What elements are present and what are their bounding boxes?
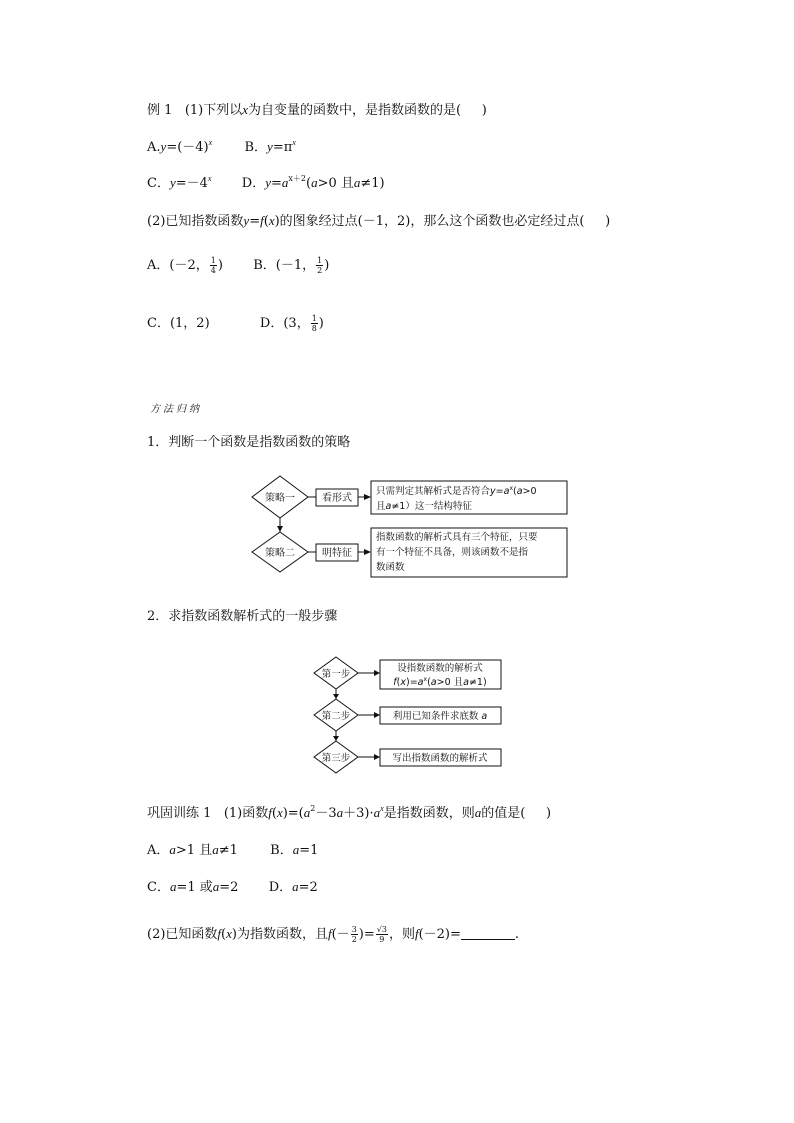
fraction: $\frac{√3}{9}$ [376, 925, 387, 944]
diamond-label: 策略二 [265, 548, 295, 559]
fraction: $\frac{3}{2}$ [351, 925, 357, 944]
box-line: 利用已知条件求底数 a [392, 711, 488, 722]
method-heading-2: 2．求指数函数解析式的一般步骤 [147, 609, 338, 624]
box-label: 看形式 [322, 493, 352, 504]
fraction: $\frac{1}{2}$ [317, 256, 323, 275]
diamond-label: 第一步 [321, 669, 351, 680]
box-line: 设指数函数的解析式 [397, 663, 483, 674]
box-line: $f(x)=a^x(a>0$ 且a≠1) [393, 676, 487, 688]
desc-line: 只需判定其解析式是否符合$y=a^x(a>0$ [376, 485, 537, 497]
example1-q2-options-cd: C．(1，2) D．(3， $\frac{1}{8}$ ) [147, 314, 324, 333]
practice-label: 巩固训练 1 [147, 806, 212, 821]
practice1-options-cd: C．a=1 或a=2 D．a=2 [147, 879, 318, 895]
example1-question1: 例 1 (1)下列以x为自变量的函数中，是指数函数的是( ) [147, 102, 487, 118]
strategy-flowchart [250, 474, 570, 580]
diamond-label: 第二步 [321, 711, 351, 722]
fraction: $\frac{1}{8}$ [311, 314, 317, 333]
desc-line: 指数函数的解析式具有三个特征，只要 [376, 532, 538, 543]
method-heading-1: 1．判断一个函数是指数函数的策略 [147, 435, 351, 450]
example-label: 例 1 [147, 103, 173, 118]
practice1-question2: (2)已知函数f(x)为指数函数，且f(－ $\frac{3}{2}$ )= $\frac{√3}{9}$ ，则f(－2)= . [147, 925, 520, 944]
box-line: 写出指数函数的解析式 [392, 753, 488, 764]
fraction: $\frac{1}{4}$ [210, 256, 216, 275]
example1-q2-options-ab: A．(－2， $\frac{1}{4}$ ) B．(－1， $\frac{1}{2}$ ) [147, 256, 330, 275]
box-label: 明特征 [322, 548, 352, 559]
desc-line: 且a≠1）这一结构特征 [376, 501, 472, 512]
desc-line: 数函数 [376, 562, 405, 573]
answer-blank[interactable] [461, 927, 515, 940]
steps-flowchart [312, 655, 508, 775]
example1-question2: (2)已知指数函数y=f(x)的图象经过点(－1，2)，那么这个函数也必定经过点( ) [147, 213, 611, 229]
method-summary-title: 方法归纳 [150, 404, 202, 415]
example1-options-cd: C．$y=-4^x$ D．$y=a^{x+2}(a>0$ 且a≠1) [147, 174, 385, 191]
desc-line: 有一个特征不具备，则该函数不是指 [376, 547, 529, 558]
example1-options-ab: $A.y=(-4)^x$ B．$y=\pi^x$ [147, 138, 296, 155]
diamond-label: 策略一 [265, 493, 295, 504]
practice1-options-ab: A．a>1 且a≠1 B．a=1 [147, 842, 319, 858]
practice1-question1: 巩固训练 1 (1)函数$f(x)=(a^2-3a+3)\cdot a^x$是指数函数，则a的值是( ) [147, 804, 552, 821]
diamond-label: 第三步 [321, 753, 351, 764]
